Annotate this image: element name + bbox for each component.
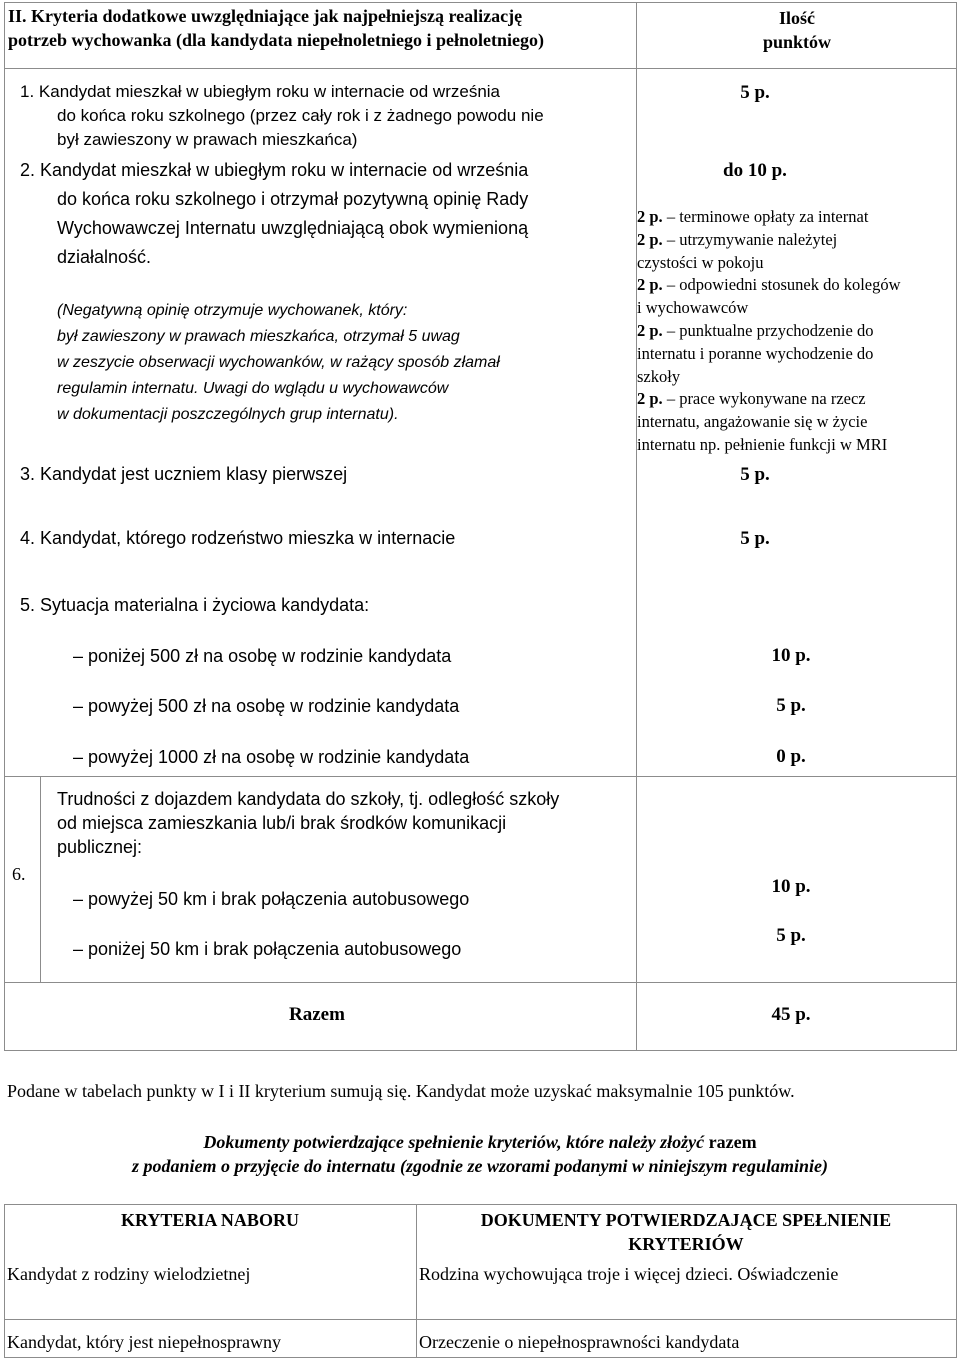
criterion-6-line: od miejsca zamieszkania lub/i brak środków komunikacji xyxy=(57,813,507,833)
docs-col2-header-line: KRYTERIÓW xyxy=(628,1234,744,1254)
docs-row-document: Orzeczenie o niepełnosprawności kandydata xyxy=(419,1332,740,1352)
criterion-6-line: publicznej: xyxy=(57,837,143,857)
criterion-1-points: 5 p. xyxy=(740,82,770,103)
criterion-5-option: – poniżej 500 zł na osobę w rodzinie kandydata xyxy=(73,646,452,666)
criterion-4-points: 5 p. xyxy=(740,528,770,549)
criterion-6 xyxy=(57,787,559,859)
breakdown-item xyxy=(637,434,901,457)
breakdown-item xyxy=(637,343,901,366)
criterion-1 xyxy=(20,80,544,152)
criterion-6-line: Trudności z dojazdem kandydata do szkoły, tj. odległość szkoły xyxy=(57,789,560,809)
table-border-right xyxy=(956,2,957,1051)
docs-col2-header-line: DOKUMENTY POTWIERDZAJĄCE SPEŁNIENIE xyxy=(480,1210,892,1230)
breakdown-points: 2 p. xyxy=(637,389,663,409)
criterion-2-line: 2. Kandydat mieszkał w ubiegłym roku w internacie od września xyxy=(20,160,529,180)
criterion-2 xyxy=(20,156,528,272)
breakdown-text: i wychowawców xyxy=(637,298,749,318)
docs-row-divider xyxy=(4,1319,957,1320)
criterion-5-option-points: 10 p. xyxy=(771,645,811,666)
total-points: 45 p. xyxy=(771,1004,811,1025)
table-border-top xyxy=(4,2,957,3)
criterion-1-line: był zawieszony w prawach mieszkańca) xyxy=(57,130,358,149)
criterion-1-line: do końca roku szkolnego (przez cały rok i z żadnego powodu nie xyxy=(57,106,544,125)
breakdown-points: 2 p. xyxy=(637,275,663,295)
points-header-line: punktów xyxy=(762,32,832,52)
docs-row-criterion: Kandydat z rodziny wielodzietnej xyxy=(7,1264,251,1284)
criterion-6-option-points: 5 p. xyxy=(776,925,806,946)
criterion-5-title: 5. Sytuacja materialna i życiowa kandydata: xyxy=(20,595,370,615)
breakdown-points: 2 p. xyxy=(637,320,663,340)
criterion-2-note xyxy=(57,298,500,428)
criterion-5-option: – powyżej 1000 zł na osobę w rodzinie kandydata xyxy=(73,747,470,767)
criterion-5-option-points: 5 p. xyxy=(776,695,806,716)
criterion-1-line: 1. Kandydat mieszkał w ubiegłym roku w internacie od września xyxy=(20,82,501,101)
total-label: Razem xyxy=(289,1004,345,1025)
criteria-header xyxy=(8,4,544,52)
criterion-6-option-points: 10 p. xyxy=(771,876,811,897)
note-line: w zeszycie obserwacji wychowanków, w rażący sposób złamał xyxy=(57,354,500,371)
row6-number-divider xyxy=(40,776,41,983)
breakdown-text: internatu i poranne wychodzenie do xyxy=(637,343,874,363)
breakdown-item xyxy=(637,252,901,275)
breakdown-text: – punktualne przychodzenie do xyxy=(662,320,874,340)
breakdown-item xyxy=(637,320,901,343)
breakdown-item xyxy=(637,388,901,411)
criterion-6-option: – poniżej 50 km i brak połączenia autobusowego xyxy=(73,939,462,959)
breakdown-text: internatu, angażowanie się w życie xyxy=(637,412,868,432)
note-line: w dokumentacji poszczególnych grup internatu). xyxy=(57,406,399,423)
breakdown-text: czystości w pokoju xyxy=(637,252,764,272)
criterion-6-number: 6. xyxy=(12,864,26,884)
table-border-left xyxy=(4,2,5,1051)
row-divider-6 xyxy=(4,982,957,983)
breakdown-item xyxy=(637,411,901,434)
points-header xyxy=(697,6,897,54)
breakdown-text: – terminowe opłaty za internat xyxy=(662,207,869,226)
header-title-line: potrzeb wychowanka (dla kandydata niepełnoletniego i pełnoletniego) xyxy=(8,30,545,50)
breakdown-text: – prace wykonywane na rzecz xyxy=(662,389,866,409)
breakdown-item xyxy=(637,297,901,320)
breakdown-text: – utrzymywanie należytej xyxy=(662,229,838,249)
criterion-3: 3. Kandydat jest uczniem klasy pierwszej xyxy=(20,464,348,484)
table-border-bottom xyxy=(4,1050,957,1051)
header-title-line: II. Kryteria dodatkowe uwzględniające jak najpełniejszą realizację xyxy=(8,6,523,26)
docs-col2-header xyxy=(416,1208,956,1256)
docs-border-right xyxy=(956,1204,957,1358)
docs-col1-header: KRYTERIA NABORU xyxy=(121,1210,299,1230)
documents-heading-line2: z podaniem o przyjęcie do internatu (zgodnie ze wzorami podanymi w niniejszym regulaminie) xyxy=(131,1156,829,1176)
criterion-2-line: do końca roku szkolnego i otrzymał pozytywną opinię Rady xyxy=(57,189,529,209)
breakdown-item xyxy=(637,366,901,389)
breakdown-points: 2 p. xyxy=(637,229,663,249)
criterion-2-points: do 10 p. xyxy=(723,160,787,181)
criterion-6-option: – powyżej 50 km i brak połączenia autobusowego xyxy=(73,889,470,909)
note-line: regulamin internatu. Uwagi do wglądu u wychowawców xyxy=(57,380,449,397)
summary-text: Podane w tabelach punkty w I i II kryterium sumują się. Kandydat może uzyskać maksymalnie 105 punktów. xyxy=(7,1081,795,1101)
docs-row-criterion: Kandydat, który jest niepełnosprawny xyxy=(7,1332,281,1352)
documents-heading-italic: Dokumenty potwierdzające spełnienie kryteriów, które należy złożyć xyxy=(203,1132,705,1152)
breakdown-item xyxy=(637,206,901,229)
note-line: (Negatywną opinię otrzymuje wychowanek, który: xyxy=(57,302,408,319)
points-header-line: Ilość xyxy=(779,8,815,28)
criterion-5-option-points: 0 p. xyxy=(776,746,806,767)
row-divider-5 xyxy=(4,776,957,777)
breakdown-text: szkoły xyxy=(637,366,681,386)
breakdown-points: 2 p. xyxy=(637,207,663,226)
criterion-4: 4. Kandydat, którego rodzeństwo mieszka w internacie xyxy=(20,528,456,548)
docs-row-document: Rodzina wychowująca troje i więcej dzieci. Oświadczenie xyxy=(419,1264,839,1284)
breakdown-text: internatu np. pełnienie funkcji w MRI xyxy=(637,434,888,454)
criterion-2-line: Wychowawczej Internatu uwzględniającą obok wymienioną xyxy=(57,218,529,238)
criterion-2-breakdown xyxy=(637,206,901,457)
breakdown-item xyxy=(637,274,901,297)
note-line: był zawieszony w prawach mieszkańca, otrzymał 5 uwag xyxy=(57,328,460,345)
docs-border-top xyxy=(4,1204,957,1205)
table-border-mid xyxy=(636,2,637,1051)
row-divider-header xyxy=(4,68,957,69)
documents-heading-bold: razem xyxy=(704,1132,757,1152)
criterion-3-points: 5 p. xyxy=(740,464,770,485)
documents-heading xyxy=(0,1130,960,1178)
criterion-2-line: działalność. xyxy=(57,247,152,267)
breakdown-text: – odpowiedni stosunek do kolegów xyxy=(662,275,901,295)
breakdown-item xyxy=(637,229,901,252)
criterion-5-option: – powyżej 500 zł na osobę w rodzinie kandydata xyxy=(73,696,460,716)
